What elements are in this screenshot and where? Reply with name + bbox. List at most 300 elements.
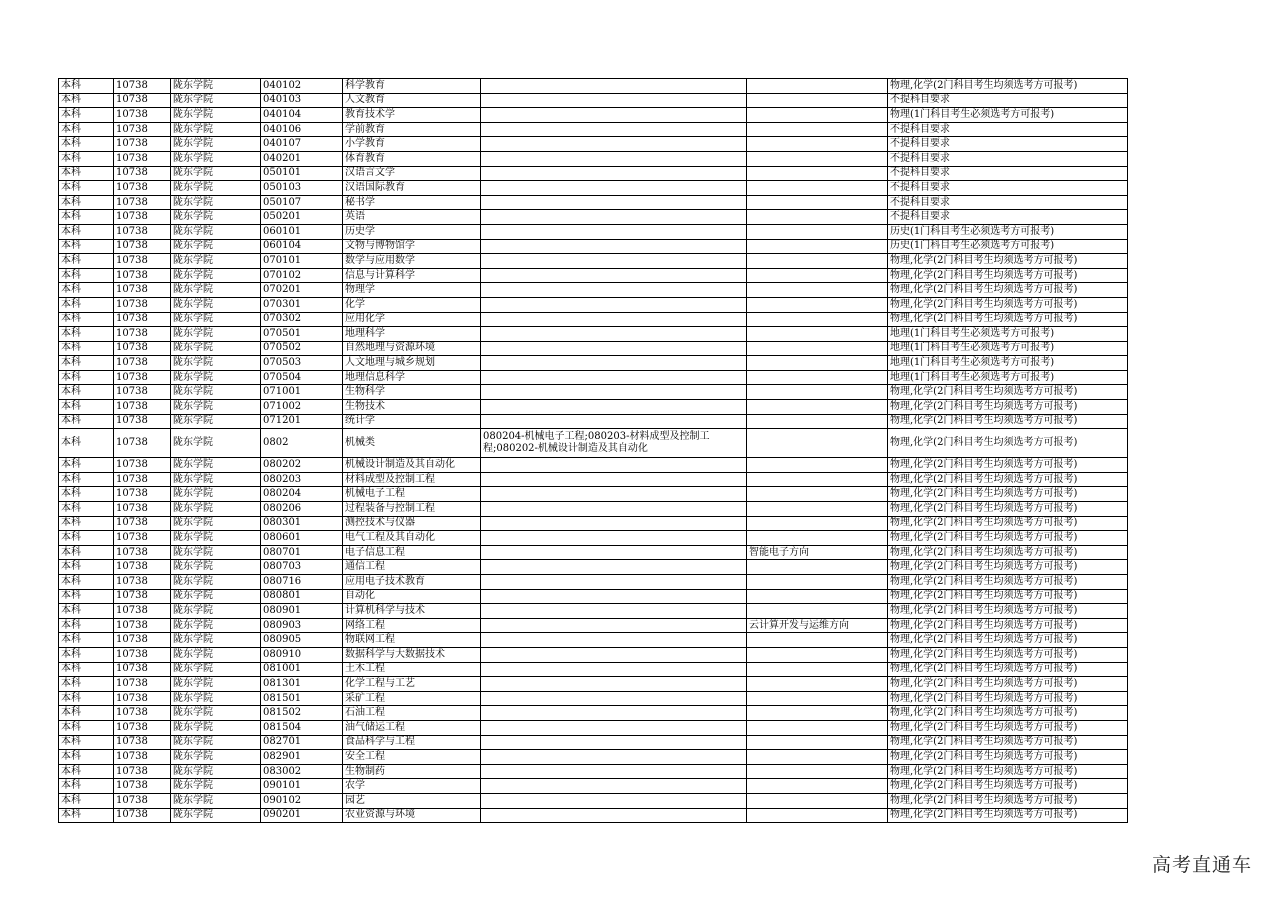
major-name-cell: 科学教育	[343, 79, 481, 94]
level-cell: 本科	[59, 195, 114, 210]
direction-cell	[747, 370, 888, 385]
school-name-cell: 陇东学院	[171, 735, 261, 750]
subject-requirement-cell: 不提科目要求	[888, 210, 1128, 225]
major-code-cell: 080701	[261, 545, 343, 560]
level-cell: 本科	[59, 560, 114, 575]
major-code-cell: 080204	[261, 487, 343, 502]
subject-requirement-cell: 地理(1门科目考生必须选考方可报考)	[888, 370, 1128, 385]
major-code-cell: 081501	[261, 691, 343, 706]
major-code-cell: 040201	[261, 151, 343, 166]
major-name-cell: 计算机科学与技术	[343, 604, 481, 619]
direction-cell	[747, 239, 888, 254]
school-code-cell: 10738	[114, 356, 171, 371]
major-code-cell: 0802	[261, 429, 343, 458]
school-code-cell: 10738	[114, 414, 171, 429]
subject-requirement-cell: 物理,化学(2门科目考生均须选考方可报考)	[888, 487, 1128, 502]
major-code-cell: 040102	[261, 79, 343, 94]
level-cell: 本科	[59, 575, 114, 590]
subject-requirement-cell: 物理,化学(2门科目考生均须选考方可报考)	[888, 706, 1128, 721]
level-cell: 本科	[59, 312, 114, 327]
included-majors-cell	[481, 618, 747, 633]
school-name-cell: 陇东学院	[171, 545, 261, 560]
school-code-cell: 10738	[114, 735, 171, 750]
school-name-cell: 陇东学院	[171, 531, 261, 546]
school-name-cell: 陇东学院	[171, 254, 261, 269]
subject-requirement-cell: 不提科目要求	[888, 195, 1128, 210]
school-name-cell: 陇东学院	[171, 93, 261, 108]
school-name-cell: 陇东学院	[171, 283, 261, 298]
school-name-cell: 陇东学院	[171, 327, 261, 342]
major-name-cell: 物理学	[343, 283, 481, 298]
subject-requirement-cell: 物理,化学(2门科目考生均须选考方可报考)	[888, 502, 1128, 517]
school-code-cell: 10738	[114, 779, 171, 794]
major-code-cell: 080903	[261, 618, 343, 633]
major-code-cell: 080202	[261, 458, 343, 473]
school-code-cell: 10738	[114, 472, 171, 487]
major-name-cell: 人文教育	[343, 93, 481, 108]
school-name-cell: 陇东学院	[171, 268, 261, 283]
subject-requirement-cell: 物理,化学(2门科目考生均须选考方可报考)	[888, 662, 1128, 677]
level-cell: 本科	[59, 662, 114, 677]
included-majors-cell	[481, 487, 747, 502]
table-row	[59, 618, 1128, 633]
subject-requirement-cell: 物理,化学(2门科目考生均须选考方可报考)	[888, 808, 1128, 823]
table-row	[59, 429, 1128, 458]
subject-requirement-cell: 物理,化学(2门科目考生均须选考方可报考)	[888, 779, 1128, 794]
school-code-cell: 10738	[114, 750, 171, 765]
subject-requirement-cell: 不提科目要求	[888, 181, 1128, 196]
school-name-cell: 陇东学院	[171, 341, 261, 356]
table-row	[59, 633, 1128, 648]
included-majors-cell	[481, 706, 747, 721]
school-name-cell: 陇东学院	[171, 720, 261, 735]
school-name-cell: 陇东学院	[171, 312, 261, 327]
major-code-cell: 080801	[261, 589, 343, 604]
school-name-cell: 陇东学院	[171, 604, 261, 619]
level-cell: 本科	[59, 706, 114, 721]
major-code-cell: 040103	[261, 93, 343, 108]
table-row	[59, 779, 1128, 794]
level-cell: 本科	[59, 224, 114, 239]
school-name-cell: 陇东学院	[171, 137, 261, 152]
major-code-cell: 081504	[261, 720, 343, 735]
direction-cell	[747, 254, 888, 269]
major-name-cell: 测控技术与仪器	[343, 516, 481, 531]
school-name-cell: 陇东学院	[171, 151, 261, 166]
school-code-cell: 10738	[114, 166, 171, 181]
subject-requirement-cell: 物理(1门科目考生必须选考方可报考)	[888, 108, 1128, 123]
subject-requirement-cell: 物理,化学(2门科目考生均须选考方可报考)	[888, 385, 1128, 400]
direction-cell	[747, 458, 888, 473]
subject-requirement-cell: 物理,化学(2门科目考生均须选考方可报考)	[888, 633, 1128, 648]
subject-requirement-cell: 物理,化学(2门科目考生均须选考方可报考)	[888, 647, 1128, 662]
included-majors-cell	[481, 268, 747, 283]
subject-requirement-cell: 物理,化学(2门科目考生均须选考方可报考)	[888, 764, 1128, 779]
major-name-cell: 网络工程	[343, 618, 481, 633]
major-name-cell: 土木工程	[343, 662, 481, 677]
table-row	[59, 210, 1128, 225]
level-cell: 本科	[59, 764, 114, 779]
direction-cell	[747, 429, 888, 458]
subject-requirement-cell: 物理,化学(2门科目考生均须选考方可报考)	[888, 735, 1128, 750]
direction-cell	[747, 151, 888, 166]
included-majors-cell	[481, 93, 747, 108]
major-name-cell: 物联网工程	[343, 633, 481, 648]
included-majors-cell	[481, 414, 747, 429]
subject-requirement-cell: 物理,化学(2门科目考生均须选考方可报考)	[888, 545, 1128, 560]
direction-cell	[747, 341, 888, 356]
school-name-cell: 陇东学院	[171, 487, 261, 502]
table-row	[59, 400, 1128, 415]
watermark-text: 高考直通车	[1151, 854, 1252, 876]
major-name-cell: 地理科学	[343, 327, 481, 342]
major-name-cell: 应用化学	[343, 312, 481, 327]
direction-cell	[747, 137, 888, 152]
school-code-cell: 10738	[114, 122, 171, 137]
school-code-cell: 10738	[114, 575, 171, 590]
school-code-cell: 10738	[114, 502, 171, 517]
level-cell: 本科	[59, 268, 114, 283]
major-name-cell: 食品科学与工程	[343, 735, 481, 750]
school-name-cell: 陇东学院	[171, 502, 261, 517]
table-row	[59, 327, 1128, 342]
school-code-cell: 10738	[114, 268, 171, 283]
major-name-cell: 园艺	[343, 793, 481, 808]
school-code-cell: 10738	[114, 458, 171, 473]
major-code-cell: 080716	[261, 575, 343, 590]
school-name-cell: 陇东学院	[171, 560, 261, 575]
school-name-cell: 陇东学院	[171, 647, 261, 662]
table-row	[59, 108, 1128, 123]
included-majors-cell	[481, 560, 747, 575]
major-code-cell: 081301	[261, 677, 343, 692]
major-name-cell: 油气储运工程	[343, 720, 481, 735]
table-row	[59, 385, 1128, 400]
major-code-cell: 070301	[261, 297, 343, 312]
school-name-cell: 陇东学院	[171, 808, 261, 823]
table-row	[59, 691, 1128, 706]
direction-cell	[747, 691, 888, 706]
table-row	[59, 764, 1128, 779]
level-cell: 本科	[59, 108, 114, 123]
major-code-cell: 070201	[261, 283, 343, 298]
major-code-cell: 070504	[261, 370, 343, 385]
included-majors-cell	[481, 735, 747, 750]
subject-requirement-cell: 地理(1门科目考生必须选考方可报考)	[888, 327, 1128, 342]
major-name-cell: 通信工程	[343, 560, 481, 575]
school-code-cell: 10738	[114, 516, 171, 531]
subject-requirement-cell: 不提科目要求	[888, 122, 1128, 137]
subject-requirement-cell: 物理,化学(2门科目考生均须选考方可报考)	[888, 458, 1128, 473]
major-name-cell: 人文地理与城乡规划	[343, 356, 481, 371]
level-cell: 本科	[59, 750, 114, 765]
table-row	[59, 414, 1128, 429]
level-cell: 本科	[59, 93, 114, 108]
major-name-cell: 教育技术学	[343, 108, 481, 123]
subject-requirement-cell: 不提科目要求	[888, 137, 1128, 152]
subject-requirement-cell: 物理,化学(2门科目考生均须选考方可报考)	[888, 414, 1128, 429]
major-code-cell: 040106	[261, 122, 343, 137]
direction-cell	[747, 224, 888, 239]
table-row	[59, 181, 1128, 196]
major-name-cell: 电子信息工程	[343, 545, 481, 560]
table-row	[59, 720, 1128, 735]
major-code-cell: 070503	[261, 356, 343, 371]
school-code-cell: 10738	[114, 224, 171, 239]
school-name-cell: 陇东学院	[171, 750, 261, 765]
included-majors-cell	[481, 691, 747, 706]
subject-requirement-cell: 物理,化学(2门科目考生均须选考方可报考)	[888, 400, 1128, 415]
school-code-cell: 10738	[114, 239, 171, 254]
school-name-cell: 陇东学院	[171, 181, 261, 196]
table-row	[59, 516, 1128, 531]
direction-cell	[747, 589, 888, 604]
subject-requirement-cell: 物理,化学(2门科目考生均须选考方可报考)	[888, 589, 1128, 604]
school-code-cell: 10738	[114, 137, 171, 152]
level-cell: 本科	[59, 283, 114, 298]
level-cell: 本科	[59, 633, 114, 648]
table-row	[59, 195, 1128, 210]
major-name-cell: 秘书学	[343, 195, 481, 210]
major-name-cell: 数据科学与大数据技术	[343, 647, 481, 662]
level-cell: 本科	[59, 400, 114, 415]
included-majors-cell	[481, 633, 747, 648]
included-majors-cell	[481, 793, 747, 808]
major-code-cell: 050201	[261, 210, 343, 225]
major-code-cell: 080206	[261, 502, 343, 517]
table-row	[59, 458, 1128, 473]
level-cell: 本科	[59, 166, 114, 181]
included-majors-cell	[481, 647, 747, 662]
table-row	[59, 706, 1128, 721]
direction-cell	[747, 516, 888, 531]
school-code-cell: 10738	[114, 720, 171, 735]
included-majors-cell	[481, 181, 747, 196]
major-name-cell: 学前教育	[343, 122, 481, 137]
direction-cell	[747, 779, 888, 794]
level-cell: 本科	[59, 604, 114, 619]
school-name-cell: 陇东学院	[171, 297, 261, 312]
direction-cell	[747, 297, 888, 312]
school-code-cell: 10738	[114, 93, 171, 108]
level-cell: 本科	[59, 122, 114, 137]
table-row	[59, 122, 1128, 137]
admission-table-body	[59, 79, 1128, 823]
major-code-cell: 081001	[261, 662, 343, 677]
subject-requirement-cell: 物理,化学(2门科目考生均须选考方可报考)	[888, 297, 1128, 312]
direction-cell	[747, 472, 888, 487]
direction-cell	[747, 764, 888, 779]
included-majors-cell	[481, 195, 747, 210]
included-majors-cell	[481, 531, 747, 546]
major-name-cell: 生物制药	[343, 764, 481, 779]
major-name-cell: 化学	[343, 297, 481, 312]
school-name-cell: 陇东学院	[171, 793, 261, 808]
table-row	[59, 662, 1128, 677]
direction-cell	[747, 604, 888, 619]
school-code-cell: 10738	[114, 647, 171, 662]
subject-requirement-cell: 物理,化学(2门科目考生均须选考方可报考)	[888, 560, 1128, 575]
direction-cell	[747, 735, 888, 750]
level-cell: 本科	[59, 181, 114, 196]
subject-requirement-cell: 历史(1门科目考生必须选考方可报考)	[888, 239, 1128, 254]
level-cell: 本科	[59, 239, 114, 254]
direction-cell	[747, 283, 888, 298]
subject-requirement-cell: 物理,化学(2门科目考生均须选考方可报考)	[888, 604, 1128, 619]
included-majors-cell	[481, 79, 747, 94]
school-name-cell: 陇东学院	[171, 618, 261, 633]
school-code-cell: 10738	[114, 283, 171, 298]
direction-cell	[747, 750, 888, 765]
major-name-cell: 采矿工程	[343, 691, 481, 706]
major-name-cell: 汉语国际教育	[343, 181, 481, 196]
included-majors-cell	[481, 239, 747, 254]
major-name-cell: 过程装备与控制工程	[343, 502, 481, 517]
level-cell: 本科	[59, 210, 114, 225]
direction-cell	[747, 385, 888, 400]
major-code-cell: 070502	[261, 341, 343, 356]
level-cell: 本科	[59, 647, 114, 662]
level-cell: 本科	[59, 254, 114, 269]
school-code-cell: 10738	[114, 691, 171, 706]
school-code-cell: 10738	[114, 429, 171, 458]
direction-cell	[747, 312, 888, 327]
school-code-cell: 10738	[114, 808, 171, 823]
direction-cell	[747, 93, 888, 108]
table-row	[59, 166, 1128, 181]
major-name-cell: 汉语言文学	[343, 166, 481, 181]
subject-requirement-cell: 物理,化学(2门科目考生均须选考方可报考)	[888, 750, 1128, 765]
school-name-cell: 陇东学院	[171, 414, 261, 429]
table-row	[59, 79, 1128, 94]
subject-requirement-cell: 物理,化学(2门科目考生均须选考方可报考)	[888, 268, 1128, 283]
direction-cell	[747, 662, 888, 677]
major-name-cell: 体育教育	[343, 151, 481, 166]
direction-cell	[747, 327, 888, 342]
included-majors-cell	[481, 327, 747, 342]
major-code-cell: 071001	[261, 385, 343, 400]
level-cell: 本科	[59, 720, 114, 735]
major-code-cell: 080703	[261, 560, 343, 575]
table-row	[59, 151, 1128, 166]
included-majors-cell	[481, 458, 747, 473]
subject-requirement-cell: 不提科目要求	[888, 166, 1128, 181]
major-code-cell: 080901	[261, 604, 343, 619]
level-cell: 本科	[59, 531, 114, 546]
major-name-cell: 生物技术	[343, 400, 481, 415]
school-name-cell: 陇东学院	[171, 166, 261, 181]
school-name-cell: 陇东学院	[171, 429, 261, 458]
subject-requirement-cell: 不提科目要求	[888, 93, 1128, 108]
included-majors-cell	[481, 283, 747, 298]
table-row	[59, 472, 1128, 487]
major-code-cell: 082901	[261, 750, 343, 765]
major-code-cell: 070102	[261, 268, 343, 283]
school-name-cell: 陇东学院	[171, 108, 261, 123]
direction-cell	[747, 575, 888, 590]
school-name-cell: 陇东学院	[171, 516, 261, 531]
major-code-cell: 082701	[261, 735, 343, 750]
included-majors-cell	[481, 750, 747, 765]
school-code-cell: 10738	[114, 210, 171, 225]
major-code-cell: 080905	[261, 633, 343, 648]
included-majors-cell	[481, 764, 747, 779]
included-majors-cell	[481, 297, 747, 312]
major-name-cell: 生物科学	[343, 385, 481, 400]
subject-requirement-cell: 物理,化学(2门科目考生均须选考方可报考)	[888, 531, 1128, 546]
subject-requirement-cell: 物理,化学(2门科目考生均须选考方可报考)	[888, 283, 1128, 298]
level-cell: 本科	[59, 589, 114, 604]
level-cell: 本科	[59, 341, 114, 356]
table-row	[59, 356, 1128, 371]
subject-requirement-cell: 物理,化学(2门科目考生均须选考方可报考)	[888, 793, 1128, 808]
table-row	[59, 370, 1128, 385]
major-name-cell: 材料成型及控制工程	[343, 472, 481, 487]
school-code-cell: 10738	[114, 151, 171, 166]
major-code-cell: 040107	[261, 137, 343, 152]
direction-cell	[747, 210, 888, 225]
table-row	[59, 647, 1128, 662]
level-cell: 本科	[59, 458, 114, 473]
major-name-cell: 安全工程	[343, 750, 481, 765]
direction-cell: 智能电子方向	[747, 545, 888, 560]
school-code-cell: 10738	[114, 254, 171, 269]
school-name-cell: 陇东学院	[171, 662, 261, 677]
major-name-cell: 应用电子技术教育	[343, 575, 481, 590]
school-code-cell: 10738	[114, 618, 171, 633]
level-cell: 本科	[59, 545, 114, 560]
major-code-cell: 070101	[261, 254, 343, 269]
direction-cell	[747, 356, 888, 371]
direction-cell	[747, 414, 888, 429]
table-row	[59, 283, 1128, 298]
direction-cell	[747, 720, 888, 735]
admission-table	[58, 78, 1128, 823]
direction-cell	[747, 195, 888, 210]
table-row	[59, 589, 1128, 604]
level-cell: 本科	[59, 502, 114, 517]
subject-requirement-cell: 物理,化学(2门科目考生均须选考方可报考)	[888, 618, 1128, 633]
included-majors-cell	[481, 604, 747, 619]
school-code-cell: 10738	[114, 108, 171, 123]
major-name-cell: 石油工程	[343, 706, 481, 721]
major-name-cell: 小学教育	[343, 137, 481, 152]
direction-cell	[747, 706, 888, 721]
included-majors-cell	[481, 254, 747, 269]
school-name-cell: 陇东学院	[171, 210, 261, 225]
school-code-cell: 10738	[114, 560, 171, 575]
major-name-cell: 文物与博物馆学	[343, 239, 481, 254]
school-code-cell: 10738	[114, 341, 171, 356]
direction-cell	[747, 108, 888, 123]
school-name-cell: 陇东学院	[171, 633, 261, 648]
level-cell: 本科	[59, 137, 114, 152]
major-name-cell: 英语	[343, 210, 481, 225]
school-code-cell: 10738	[114, 181, 171, 196]
direction-cell	[747, 531, 888, 546]
included-majors-cell	[481, 808, 747, 823]
subject-requirement-cell: 物理,化学(2门科目考生均须选考方可报考)	[888, 254, 1128, 269]
major-name-cell: 历史学	[343, 224, 481, 239]
included-majors-cell	[481, 677, 747, 692]
major-code-cell: 070302	[261, 312, 343, 327]
included-majors-cell	[481, 502, 747, 517]
school-name-cell: 陇东学院	[171, 122, 261, 137]
direction-cell	[747, 400, 888, 415]
table-row	[59, 604, 1128, 619]
table-row	[59, 487, 1128, 502]
school-name-cell: 陇东学院	[171, 575, 261, 590]
